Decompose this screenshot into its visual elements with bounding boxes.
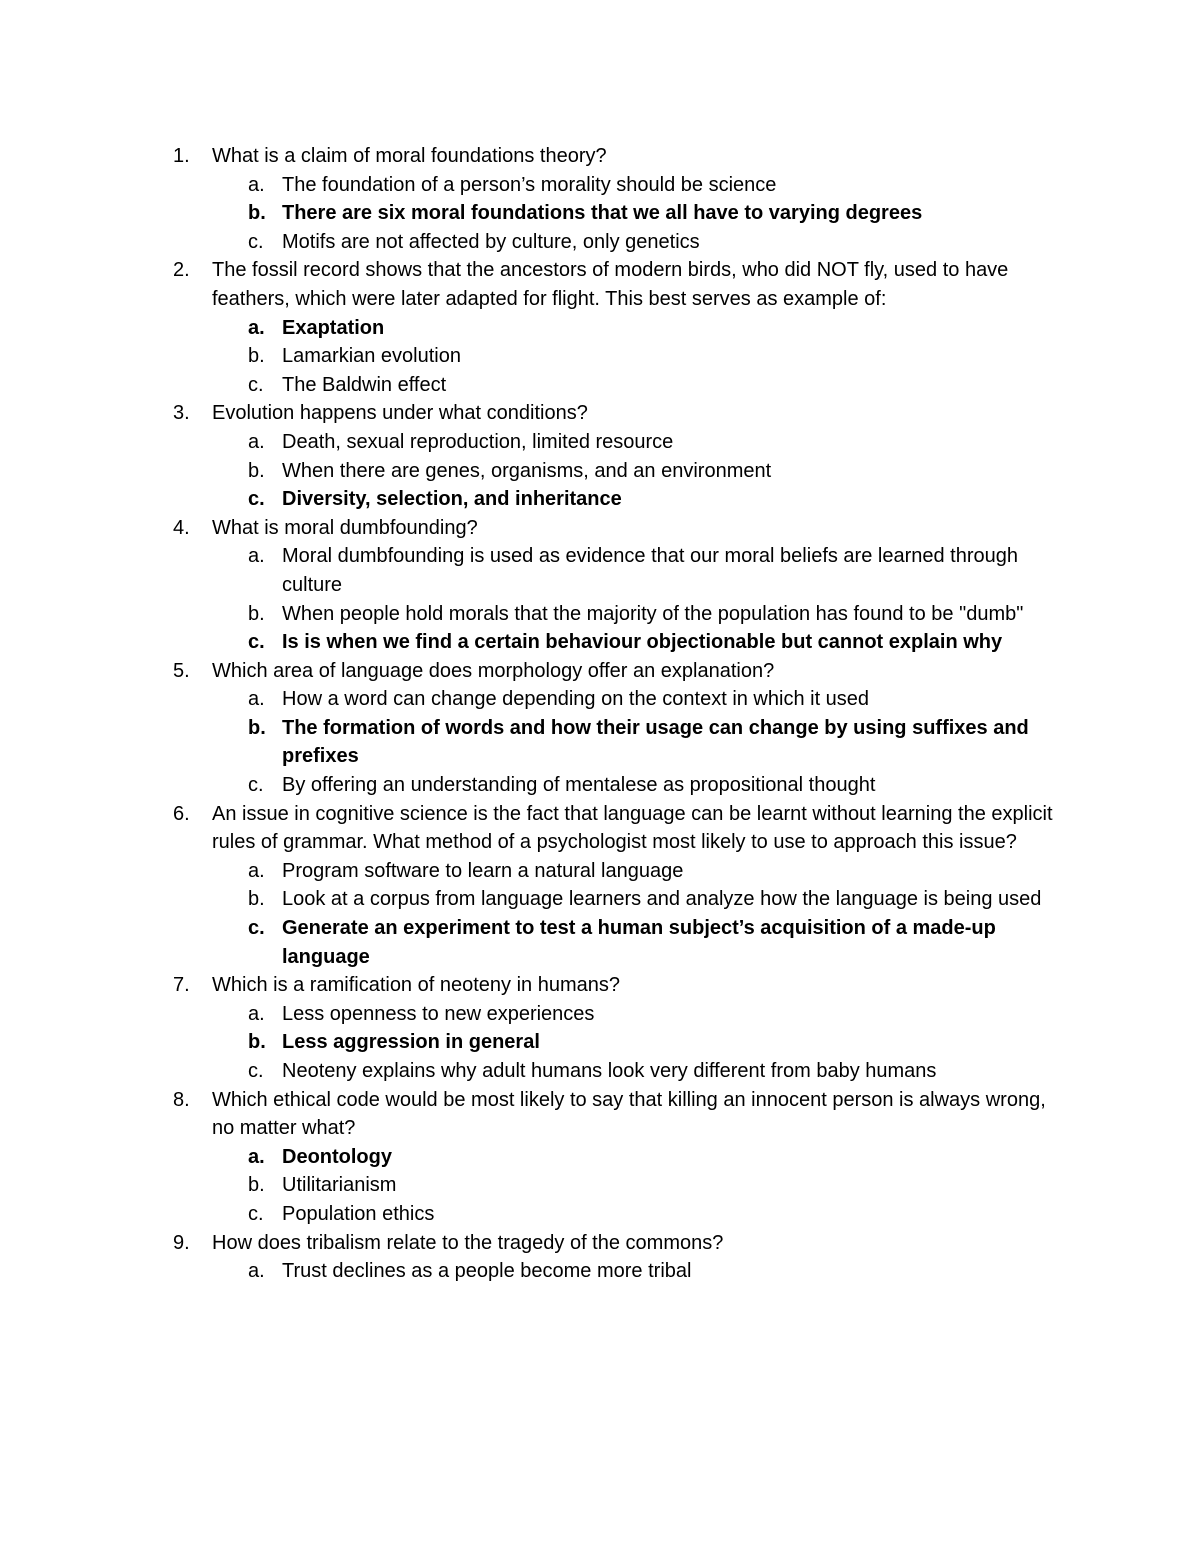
answer-option [212, 685, 1070, 714]
question-number: 9. [173, 1231, 190, 1254]
question-text: The fossil record shows that the ancestors of modern birds, who did NOT fly, used to have feathers, which were later adapted for flight. This best serves as example of: [212, 259, 1009, 310]
option-letter: a. [248, 173, 265, 196]
answer-option-correct [212, 314, 1070, 343]
answer-option-list [212, 1143, 1070, 1229]
option-text: Look at a corpus from language learners and analyze how the language is being used [282, 888, 1042, 911]
option-text: Diversity, selection, and inheritance [282, 488, 622, 511]
answer-option-correct [212, 914, 1070, 971]
option-text: By offering an understanding of mentalese as propositional thought [282, 774, 876, 797]
question-text: What is moral dumbfounding? [212, 516, 478, 539]
question-item [170, 800, 1070, 972]
question-number: 8. [173, 1088, 190, 1111]
option-text: Utilitarianism [282, 1174, 397, 1197]
answer-option [212, 1171, 1070, 1200]
option-text: Less aggression in general [282, 1031, 540, 1054]
answer-option-list [212, 171, 1070, 257]
question-text: Which area of language does morphology offer an explanation? [212, 659, 775, 682]
option-text: The formation of words and how their usage can change by using suffixes and prefixes [282, 716, 1029, 768]
option-text: Moral dumbfounding is used as evidence that our moral beliefs are learned through culture [282, 545, 1018, 596]
option-letter: c. [248, 373, 264, 396]
answer-option [212, 342, 1070, 371]
question-text: How does tribalism relate to the tragedy of the commons? [212, 1231, 724, 1254]
answer-option [212, 428, 1070, 457]
answer-option-list [212, 428, 1070, 514]
question-number: 6. [173, 802, 190, 825]
question-item [170, 142, 1070, 256]
option-letter: b. [248, 888, 265, 911]
answer-option [212, 1057, 1070, 1086]
option-letter: b. [248, 602, 265, 625]
option-letter: c. [248, 631, 265, 654]
question-number: 7. [173, 974, 190, 997]
option-letter: c. [248, 230, 264, 253]
question-text: Which is a ramification of neoteny in humans? [212, 974, 620, 997]
option-text: When there are genes, organisms, and an environment [282, 459, 772, 482]
option-text: Neoteny explains why adult humans look very different from baby humans [282, 1060, 937, 1082]
question-item [170, 657, 1070, 800]
option-text: Less openness to new experiences [282, 1002, 595, 1025]
option-letter: a. [248, 688, 265, 711]
question-number: 5. [173, 659, 190, 682]
option-letter: a. [248, 1260, 265, 1283]
option-text: There are six moral foundations that we all have to varying degrees [282, 202, 923, 225]
option-text: When people hold morals that the majority of the population has found to be "dumb" [282, 602, 1024, 625]
question-item [170, 971, 1070, 1085]
answer-option-list [212, 857, 1070, 971]
question-text: What is a claim of moral foundations theory? [212, 145, 607, 167]
answer-option-list [212, 542, 1070, 656]
option-text: Motifs are not affected by culture, only genetics [282, 230, 700, 253]
answer-option [212, 371, 1070, 400]
option-letter: c. [248, 1202, 264, 1225]
option-letter: b. [248, 716, 266, 739]
answer-option [212, 228, 1070, 257]
answer-option [212, 1200, 1070, 1229]
option-letter: c. [248, 1060, 264, 1082]
option-text: The foundation of a person’s morality should be science [282, 173, 777, 196]
answer-option [212, 457, 1070, 486]
question-list [170, 142, 1070, 1286]
answer-option-correct [212, 1143, 1070, 1172]
question-item [170, 256, 1070, 399]
option-text: Deontology [282, 1145, 392, 1168]
answer-option [212, 885, 1070, 914]
answer-option-correct [212, 199, 1070, 228]
answer-option-list [212, 1257, 1070, 1286]
answer-option-list [212, 685, 1070, 799]
option-letter: b. [248, 459, 265, 482]
question-item [170, 514, 1070, 657]
option-text: The Baldwin effect [282, 373, 447, 396]
option-letter: a. [248, 316, 265, 339]
option-letter: a. [248, 859, 265, 882]
option-text: How a word can change depending on the context in which it used [282, 688, 870, 711]
option-text: Population ethics [282, 1202, 435, 1225]
option-text: Lamarkian evolution [282, 345, 461, 368]
answer-option [212, 171, 1070, 200]
question-text: Which ethical code would be most likely to say that killing an innocent person is always wrong, no matter what? [212, 1088, 1046, 1140]
option-letter: a. [248, 1145, 265, 1168]
answer-option [212, 542, 1070, 599]
option-letter: a. [248, 430, 265, 453]
answer-option-correct [212, 485, 1070, 514]
answer-option [212, 1000, 1070, 1029]
question-number: 3. [173, 402, 190, 425]
answer-option [212, 771, 1070, 800]
question-item [170, 1086, 1070, 1229]
answer-option-correct [212, 1028, 1070, 1057]
question-number: 4. [173, 516, 190, 539]
answer-option-list [212, 1000, 1070, 1086]
question-number: 2. [173, 259, 190, 282]
answer-option [212, 1257, 1070, 1286]
option-letter: a. [248, 1002, 265, 1025]
answer-option-correct [212, 628, 1070, 657]
option-text: Trust declines as a people become more tribal [282, 1260, 692, 1283]
option-letter: c. [248, 488, 265, 511]
answer-option-correct [212, 714, 1070, 771]
option-letter: c. [248, 774, 264, 797]
option-text: Death, sexual reproduction, limited resource [282, 430, 674, 453]
answer-option [212, 600, 1070, 629]
answer-option [212, 857, 1070, 886]
option-text: Exaptation [282, 316, 385, 339]
option-text: Is is when we find a certain behaviour objectionable but cannot explain why [282, 631, 1003, 654]
option-text: Generate an experiment to test a human subject’s acquisition of a made-up language [282, 917, 996, 968]
question-text: Evolution happens under what conditions? [212, 402, 588, 425]
question-number: 1. [173, 145, 190, 167]
option-letter: b. [248, 202, 266, 225]
question-item [170, 399, 1070, 513]
option-letter: b. [248, 1174, 265, 1197]
option-text: Program software to learn a natural language [282, 859, 684, 882]
question-text: An issue in cognitive science is the fact that language can be learnt without learning the explicit rules of grammar. What method of a psychologist most likely to use to approach this issue? [212, 802, 1053, 854]
option-letter: c. [248, 917, 265, 940]
question-item [170, 1229, 1070, 1286]
option-letter: b. [248, 1031, 266, 1054]
answer-option-list [212, 314, 1070, 400]
option-letter: b. [248, 345, 265, 368]
option-letter: a. [248, 545, 265, 568]
